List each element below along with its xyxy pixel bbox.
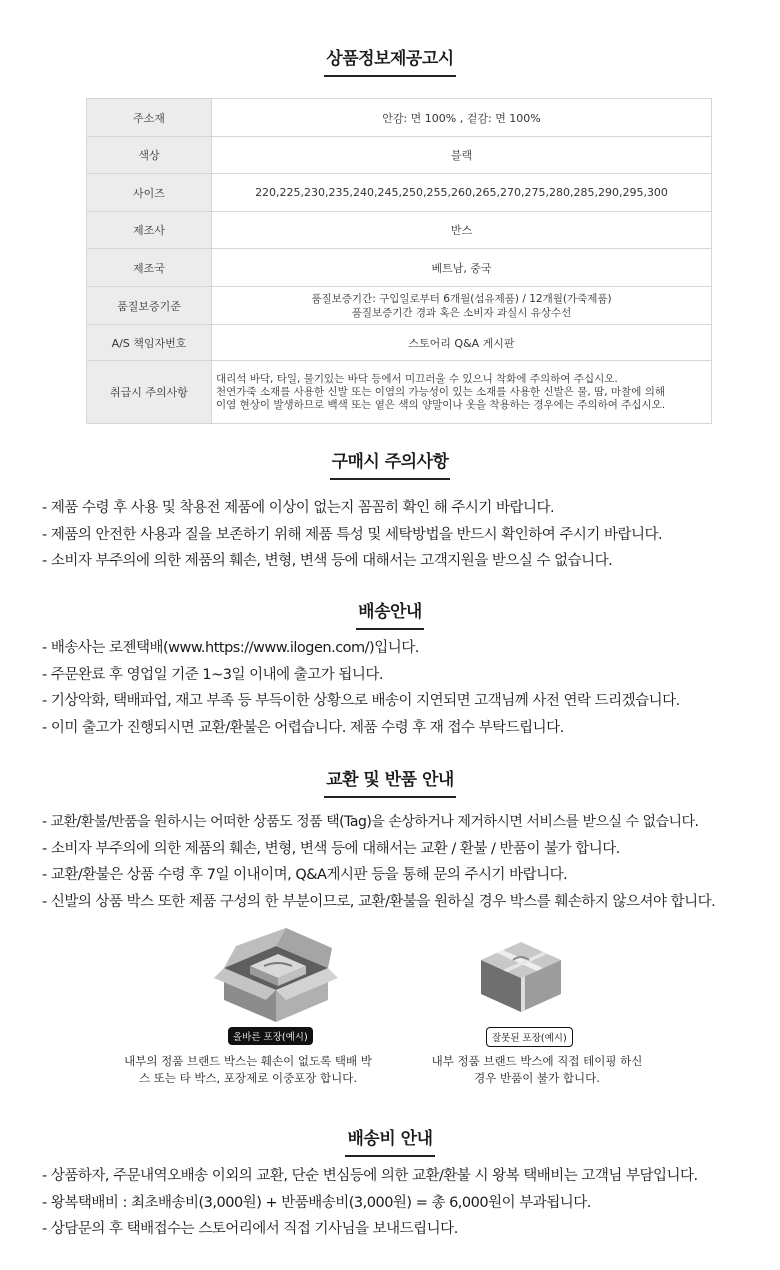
list-item: - 상담문의 후 택배접수는 스토어리에서 직접 기사님을 보내드립니다. (42, 1221, 458, 1237)
correct-packaging-badge: 올바른 포장(예시) (228, 1027, 313, 1045)
list-item: - 신발의 상품 박스 또한 제품 구성의 한 부분이므로, 교환/환불을 원하실 경우 박스를 훼손하지 않으셔야 합니다. (42, 893, 716, 910)
table-row (87, 325, 712, 361)
value-line: 품질보증기간: 구입일로부터 6개월(섬유제품) / 12개월(가죽제품) (311, 292, 612, 305)
list-item: - 교환/환불은 상품 수령 후 7일 이내이며, Q&A게시판 등을 통해 문의 주시기 바랍니다. (42, 867, 568, 883)
list-item: - 상품하자, 주문내역오배송 이외의 교환, 단순 변심등에 의한 교환/환불 시 왕복 택배비는 고객님 부담입니다. (42, 1168, 698, 1184)
row-key: 제조국 (87, 249, 212, 287)
table-row (87, 249, 712, 287)
row-key: 취급시 주의사항 (87, 361, 212, 424)
correct-packaging-illustration (214, 928, 338, 1024)
table-row (87, 287, 712, 325)
table-row (87, 361, 712, 424)
value-line: 이염 현상이 발생하므로 백색 또는 옅은 색의 양말이나 옷을 착용하는 경우에는 주의하여 주십시오. (216, 398, 666, 411)
list-item: - 배송사는 로젠택배(www.https://www.ilogen.com/)입니다. (42, 640, 419, 656)
value-line: 품질보증기간 경과 혹은 소비자 과실시 유상수선 (351, 306, 572, 319)
exchange-list (42, 809, 778, 915)
wrong-packaging-illustration (477, 930, 565, 1014)
caption-line: 내부의 정품 브랜드 박스는 훼손이 없도록 택배 박 (124, 1054, 372, 1068)
list-item: - 주문완료 후 영업일 기준 1~3일 이내에 출고가 됩니다. (42, 666, 383, 683)
list-item: - 제품 수령 후 사용 및 착용전 제품에 이상이 없는지 꼼꼼히 확인 해 주시기 바랍니다. (42, 500, 555, 516)
row-key: A/S 책임자번호 (87, 325, 212, 361)
shipping-title: 배송안내 (0, 597, 780, 630)
list-item: - 제품의 안전한 사용과 질을 보존하기 위해 제품 특성 및 세탁방법을 반드시 확인하여 주시기 바랍니다. (42, 526, 663, 543)
product-info-table (86, 98, 712, 424)
caption-line: 스 또는 타 박스, 포장제로 이중포장 합니다. (138, 1071, 358, 1085)
row-value: 베트남, 중국 (212, 249, 712, 287)
row-value: 안감: 면 100% , 겉감: 면 100% (212, 99, 712, 137)
shipping-list (42, 635, 778, 741)
caption-line: 경우 반품이 불가 합니다. (474, 1071, 600, 1085)
row-key: 주소재 (87, 99, 212, 137)
row-value: 블랙 (212, 137, 712, 174)
caption-line: 내부 정품 브랜드 박스에 직접 테이핑 하신 (431, 1054, 643, 1068)
wrong-packaging-badge: 잘못된 포장(예시) (486, 1027, 573, 1047)
row-value: 220,225,230,235,240,245,250,255,260,265,270,275,280,285,290,295,300 (212, 174, 712, 212)
correct-packaging-caption (103, 1053, 393, 1087)
wrong-packaging-caption (392, 1053, 682, 1087)
exchange-title: 교환 및 반품 안내 (0, 765, 780, 798)
list-item: - 소비자 부주의에 의한 제품의 훼손, 변형, 변색 등에 대해서는 고객지원을 받으실 수 없습니다. (42, 553, 613, 569)
purchase-title: 구매시 주의사항 (0, 447, 780, 480)
table-row (87, 99, 712, 137)
list-item: - 소비자 부주의에 의한 제품의 훼손, 변형, 변색 등에 대해서는 교환 / 환불 / 반품이 불가 합니다. (42, 840, 620, 857)
row-value: 스토어리 Q&A 게시판 (212, 325, 712, 361)
row-key: 제조사 (87, 212, 212, 249)
fee-title: 배송비 안내 (0, 1124, 780, 1157)
list-item: - 왕복택배비 : 최초배송비(3,000원) + 반품배송비(3,000원) = 총 6,000원이 부과됩니다. (42, 1194, 591, 1211)
table-row (87, 174, 712, 212)
value-line: 대리석 바닥, 타일, 물기있는 바닥 등에서 미끄러울 수 있으니 착화에 주의하여 주십시오. (216, 372, 618, 385)
notice-title: 상품정보제공고시 (0, 44, 780, 77)
row-key: 색상 (87, 137, 212, 174)
list-item: - 기상악화, 택배파업, 재고 부족 등 부득이한 상황으로 배송이 지연되면 고객님께 사전 연락 드리겠습니다. (42, 693, 680, 709)
fee-list (42, 1163, 778, 1243)
row-value: 반스 (212, 212, 712, 249)
row-key: 사이즈 (87, 174, 212, 212)
table-row (87, 212, 712, 249)
row-key: 품질보증기준 (87, 287, 212, 325)
list-item: - 교환/환불/반품을 원하시는 어떠한 상품도 정품 택(Tag)을 손상하거나 제거하시면 서비스를 받으실 수 없습니다. (42, 814, 699, 830)
list-item: - 이미 출고가 진행되시면 교환/환불은 어렵습니다. 제품 수령 후 재 접수 부탁드립니다. (42, 719, 564, 736)
purchase-list (42, 495, 778, 575)
row-value (212, 361, 712, 424)
row-value (212, 287, 712, 325)
value-line: 천연가죽 소재를 사용한 신발 또는 이염의 가능성이 있는 소재를 사용한 신발은 물, 땀, 마찰에 의해 (216, 385, 665, 398)
table-row (87, 137, 712, 174)
